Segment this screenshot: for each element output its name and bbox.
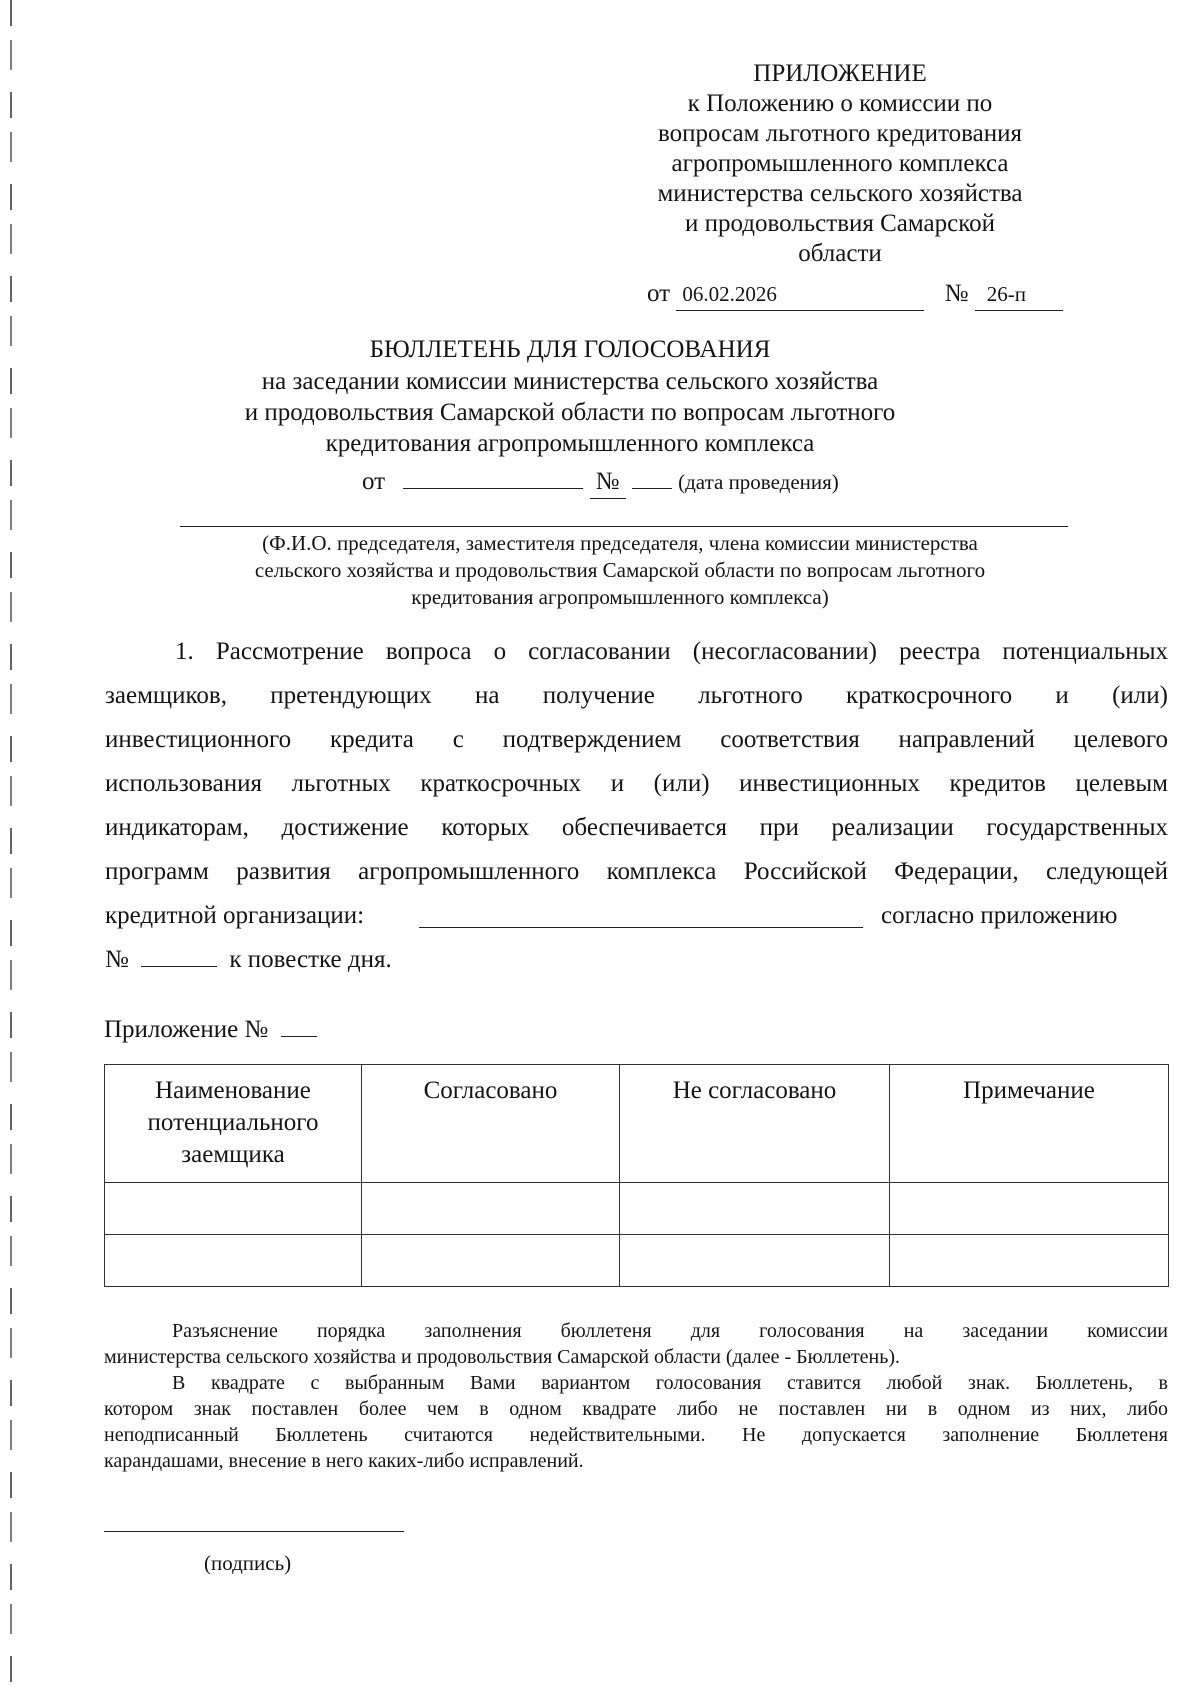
cell-borrower-name[interactable]	[105, 1235, 362, 1287]
ballot-number-blank	[632, 467, 672, 489]
ballot-title: БЮЛЛЕТЕНЬ ДЛЯ ГОЛОСОВАНИЯ	[369, 336, 771, 363]
ballot-date-blank	[403, 467, 583, 489]
cell-borrower-name[interactable]	[105, 1183, 362, 1235]
appendix-line: министерства сельского хозяйства	[657, 180, 1023, 207]
cell-approved[interactable]	[362, 1183, 620, 1235]
item-1-line: заемщиков, претендующих на получение льготного краткосрочного и (или)	[105, 682, 1168, 709]
member-caption-line: кредитования агропромышленного комплекса)	[411, 585, 829, 609]
cell-note[interactable]	[890, 1235, 1169, 1287]
appendix-line: и продовольствия Самарской	[684, 210, 995, 237]
appendix-header	[620, 58, 1060, 268]
ballot-subtitle-line: и продовольствия Самарской области по вопросам льготного	[244, 399, 896, 426]
table-header-row	[105, 1065, 1169, 1183]
cell-approved[interactable]	[362, 1235, 620, 1287]
ballot-subtitle-line: на заседании комиссии министерства сельского хозяйства	[261, 368, 879, 395]
header-not-approved: Не согласовано	[620, 1065, 890, 1183]
explanation-block	[104, 1318, 1168, 1474]
table-row	[105, 1183, 1169, 1235]
appendix-date-value: 06.02.2026	[676, 278, 924, 311]
appendix-number-prefix: №	[944, 280, 969, 307]
header-borrower-name: Наименование потенциального заемщика	[105, 1065, 362, 1183]
scan-left-edge	[10, 0, 12, 1686]
ballot-subtitle-line: кредитования агропромышленного комплекса	[325, 430, 815, 457]
item-1-line: 1. Рассмотрение вопроса о согласовании (несогласовании) реестра потенциальных	[175, 638, 1168, 665]
agenda-tail: к повестке дня.	[229, 946, 392, 973]
explanation-line: Разъяснение порядка заполнения бюллетеня для голосования на заседании комиссии	[172, 1320, 1168, 1342]
explanation-line: министерства сельского хозяйства и продовольствия Самарской области (далее - Бюллетень).	[104, 1346, 901, 1368]
appendix-date-prefix: от	[647, 280, 671, 307]
credit-org-tail: согласно приложению	[881, 902, 1118, 929]
header-approved: Согласовано	[362, 1065, 620, 1183]
appendix-line: области	[798, 240, 882, 267]
item-1-line	[105, 894, 1168, 938]
cell-note[interactable]	[890, 1183, 1169, 1235]
appendix-line: к Положению о комиссии по	[687, 90, 993, 117]
explanation-line: неподписанный Бюллетень считаются недействительными. Не допускается заполнение Бюллетеня	[104, 1424, 1168, 1446]
credit-org-blank	[419, 904, 863, 928]
annex-label-line	[104, 1014, 317, 1046]
appendix-date-line	[647, 278, 1057, 311]
item-1-line: инвестиционного кредита с подтверждением соответствия направлений целевого	[105, 726, 1168, 753]
ballot-title-block	[170, 334, 970, 459]
signature-line	[104, 1531, 404, 1532]
explanation-line: карандашами, внесение в него каких-либо исправлений.	[104, 1450, 584, 1472]
ballot-date-prefix: от	[362, 468, 386, 495]
item-1-line	[105, 938, 1168, 982]
appendix-line: вопросам льготного кредитования	[657, 120, 1022, 147]
appendix-number-value: 26-п	[975, 278, 1063, 311]
item-1-line: программ развития агропромышленного комплекса Российской Федерации, следующей	[105, 858, 1168, 885]
annex-label: Приложение №	[104, 1016, 269, 1043]
agenda-number-prefix: №	[105, 946, 129, 973]
ballot-number-prefix: №	[590, 466, 626, 499]
cell-not-approved[interactable]	[620, 1183, 890, 1235]
annex-number-blank	[281, 1017, 317, 1037]
item-1-paragraph	[105, 630, 1168, 982]
agenda-number-blank	[141, 945, 217, 967]
credit-org-label: кредитной организации:	[105, 902, 365, 929]
header-note: Примечание	[890, 1065, 1169, 1183]
appendix-line: агропромышленного комплекса	[671, 150, 1009, 177]
item-1-line: использования льготных краткосрочных и (или) инвестиционных кредитов целевым	[105, 770, 1168, 797]
table-row	[105, 1235, 1169, 1287]
member-caption-line: (Ф.И.О. председателя, заместителя председателя, члена комиссии министерства	[262, 531, 978, 555]
explanation-line: В квадрате с выбранным Вами вариантом голосования ставится любой знак. Бюллетень, в	[172, 1372, 1168, 1394]
ballot-date-line	[362, 466, 922, 499]
cell-not-approved[interactable]	[620, 1235, 890, 1287]
member-name-line	[180, 526, 1068, 527]
member-caption-line: сельского хозяйства и продовольствия Самарской области по вопросам льготного	[254, 558, 986, 582]
member-caption	[170, 530, 1070, 611]
signature-caption: (подпись)	[204, 1551, 292, 1575]
voting-table	[104, 1064, 1169, 1287]
item-1-line: индикаторам, достижение которых обеспечивается при реализации государственных	[105, 814, 1168, 841]
appendix-title: ПРИЛОЖЕНИЕ	[753, 60, 927, 87]
explanation-line: котором знак поставлен более чем в одном квадрате либо не поставлен ни в одном из них, либо	[104, 1398, 1168, 1420]
ballot-date-note: (дата проведения)	[678, 470, 839, 494]
